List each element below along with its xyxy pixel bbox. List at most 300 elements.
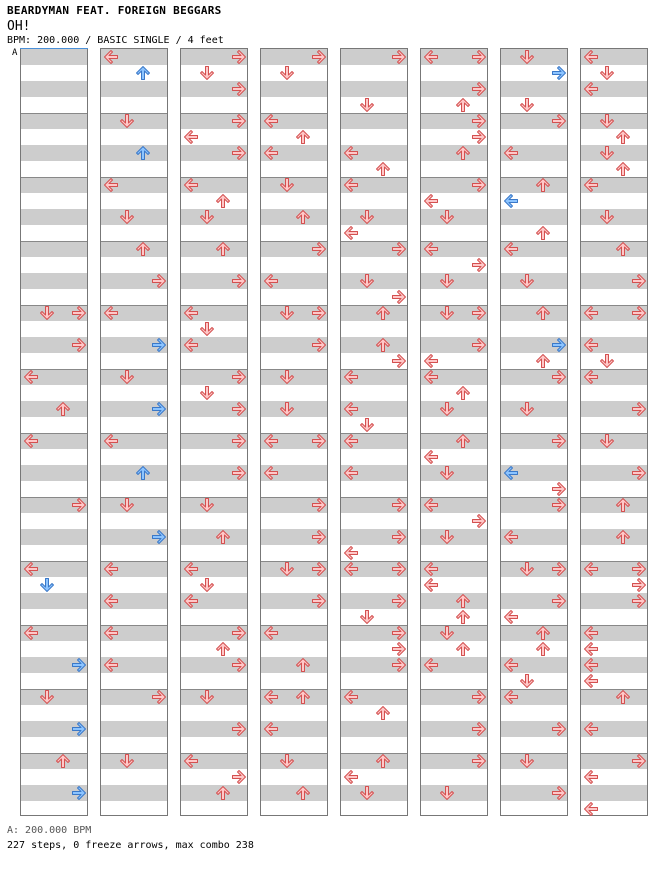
- song-title: OH!: [7, 19, 31, 34]
- left-arrow-icon: [423, 241, 439, 257]
- beat-stripe: [21, 209, 87, 225]
- left-arrow-icon: [583, 49, 599, 65]
- beat-stripe: [21, 273, 87, 289]
- left-arrow-icon: [343, 465, 359, 481]
- down-arrow-icon: [119, 209, 135, 225]
- up-arrow-icon: [455, 385, 471, 401]
- up-arrow-icon: [535, 177, 551, 193]
- left-arrow-icon: [583, 801, 599, 817]
- down-arrow-icon: [599, 145, 615, 161]
- up-arrow-icon: [135, 65, 151, 81]
- right-arrow-icon: [551, 113, 567, 129]
- left-arrow-icon: [183, 593, 199, 609]
- up-arrow-icon: [375, 305, 391, 321]
- left-arrow-icon: [583, 657, 599, 673]
- beat-stripe: [101, 241, 167, 257]
- right-arrow-icon: [311, 49, 327, 65]
- right-arrow-icon: [231, 657, 247, 673]
- chart-column: [20, 48, 88, 816]
- left-arrow-icon: [23, 561, 39, 577]
- right-arrow-icon: [631, 753, 647, 769]
- down-arrow-icon: [199, 209, 215, 225]
- up-arrow-icon: [455, 609, 471, 625]
- left-arrow-icon: [343, 769, 359, 785]
- left-arrow-icon: [343, 689, 359, 705]
- up-arrow-icon: [295, 689, 311, 705]
- left-arrow-icon: [343, 177, 359, 193]
- down-arrow-icon: [439, 529, 455, 545]
- down-arrow-icon: [439, 465, 455, 481]
- right-arrow-icon: [71, 721, 87, 737]
- bpm-marker-line: [20, 48, 88, 49]
- right-arrow-icon: [631, 273, 647, 289]
- beat-stripe: [181, 529, 247, 545]
- down-arrow-icon: [439, 401, 455, 417]
- left-arrow-icon: [263, 113, 279, 129]
- down-arrow-icon: [39, 305, 55, 321]
- down-arrow-icon: [279, 561, 295, 577]
- down-arrow-icon: [279, 401, 295, 417]
- beat-stripe: [581, 689, 647, 705]
- chart-column: [580, 48, 648, 816]
- up-arrow-icon: [295, 209, 311, 225]
- up-arrow-icon: [375, 337, 391, 353]
- left-arrow-icon: [343, 433, 359, 449]
- down-arrow-icon: [519, 273, 535, 289]
- left-arrow-icon: [103, 625, 119, 641]
- up-arrow-icon: [215, 241, 231, 257]
- up-arrow-icon: [375, 753, 391, 769]
- right-arrow-icon: [391, 49, 407, 65]
- left-arrow-icon: [423, 449, 439, 465]
- measure-line: [421, 433, 487, 434]
- down-arrow-icon: [519, 401, 535, 417]
- beat-stripe: [101, 81, 167, 97]
- left-arrow-icon: [423, 49, 439, 65]
- down-arrow-icon: [199, 577, 215, 593]
- left-arrow-icon: [503, 241, 519, 257]
- up-arrow-icon: [455, 593, 471, 609]
- beat-stripe: [341, 721, 407, 737]
- right-arrow-icon: [231, 369, 247, 385]
- measure-line: [501, 625, 567, 626]
- right-arrow-icon: [231, 401, 247, 417]
- down-arrow-icon: [439, 625, 455, 641]
- left-arrow-icon: [183, 177, 199, 193]
- down-arrow-icon: [599, 433, 615, 449]
- left-arrow-icon: [103, 305, 119, 321]
- up-arrow-icon: [375, 161, 391, 177]
- up-arrow-icon: [55, 753, 71, 769]
- chart-info: BPM: 200.000 / BASIC SINGLE / 4 feet: [7, 35, 224, 46]
- left-arrow-icon: [503, 193, 519, 209]
- right-arrow-icon: [151, 273, 167, 289]
- beat-stripe: [261, 657, 327, 673]
- right-arrow-icon: [151, 529, 167, 545]
- up-arrow-icon: [215, 641, 231, 657]
- left-arrow-icon: [23, 625, 39, 641]
- left-arrow-icon: [503, 689, 519, 705]
- down-arrow-icon: [199, 321, 215, 337]
- bpm-summary: A: 200.000 BPM: [7, 825, 92, 836]
- left-arrow-icon: [583, 769, 599, 785]
- measure-line: [341, 305, 407, 306]
- right-arrow-icon: [311, 593, 327, 609]
- right-arrow-icon: [231, 145, 247, 161]
- down-arrow-icon: [279, 65, 295, 81]
- left-arrow-icon: [103, 657, 119, 673]
- steps-summary: 227 steps, 0 freeze arrows, max combo 238: [7, 840, 254, 851]
- right-arrow-icon: [391, 241, 407, 257]
- right-arrow-icon: [391, 497, 407, 513]
- right-arrow-icon: [231, 49, 247, 65]
- bpm-marker-label: A: [12, 48, 18, 58]
- right-arrow-icon: [71, 497, 87, 513]
- down-arrow-icon: [439, 305, 455, 321]
- right-arrow-icon: [391, 289, 407, 305]
- left-arrow-icon: [183, 129, 199, 145]
- right-arrow-icon: [71, 785, 87, 801]
- right-arrow-icon: [631, 561, 647, 577]
- right-arrow-icon: [551, 65, 567, 81]
- down-arrow-icon: [39, 689, 55, 705]
- right-arrow-icon: [231, 465, 247, 481]
- up-arrow-icon: [295, 129, 311, 145]
- beat-stripe: [181, 785, 247, 801]
- up-arrow-icon: [135, 145, 151, 161]
- down-arrow-icon: [119, 753, 135, 769]
- beat-stripe: [181, 241, 247, 257]
- right-arrow-icon: [471, 257, 487, 273]
- right-arrow-icon: [631, 465, 647, 481]
- left-arrow-icon: [343, 545, 359, 561]
- down-arrow-icon: [519, 673, 535, 689]
- up-arrow-icon: [215, 785, 231, 801]
- right-arrow-icon: [471, 49, 487, 65]
- left-arrow-icon: [183, 561, 199, 577]
- beat-stripe: [21, 529, 87, 545]
- down-arrow-icon: [199, 497, 215, 513]
- up-arrow-icon: [535, 225, 551, 241]
- beat-stripe: [501, 177, 567, 193]
- left-arrow-icon: [263, 145, 279, 161]
- right-arrow-icon: [551, 481, 567, 497]
- measure-line: [581, 241, 647, 242]
- down-arrow-icon: [599, 65, 615, 81]
- left-arrow-icon: [423, 369, 439, 385]
- left-arrow-icon: [23, 369, 39, 385]
- up-arrow-icon: [55, 401, 71, 417]
- down-arrow-icon: [599, 209, 615, 225]
- left-arrow-icon: [23, 433, 39, 449]
- beat-stripe: [581, 529, 647, 545]
- left-arrow-icon: [583, 337, 599, 353]
- measure-line: [581, 689, 647, 690]
- right-arrow-icon: [151, 401, 167, 417]
- left-arrow-icon: [423, 577, 439, 593]
- left-arrow-icon: [183, 305, 199, 321]
- beat-stripe: [261, 81, 327, 97]
- left-arrow-icon: [263, 433, 279, 449]
- right-arrow-icon: [551, 785, 567, 801]
- right-arrow-icon: [471, 721, 487, 737]
- right-arrow-icon: [551, 721, 567, 737]
- measure-line: [581, 497, 647, 498]
- chart-column: [260, 48, 328, 816]
- left-arrow-icon: [583, 641, 599, 657]
- chart-column: [340, 48, 408, 816]
- measure-line: [501, 305, 567, 306]
- right-arrow-icon: [471, 337, 487, 353]
- measure-line: [341, 753, 407, 754]
- down-arrow-icon: [119, 369, 135, 385]
- right-arrow-icon: [311, 337, 327, 353]
- measure-line: [21, 241, 87, 242]
- right-arrow-icon: [231, 625, 247, 641]
- left-arrow-icon: [583, 721, 599, 737]
- up-arrow-icon: [535, 353, 551, 369]
- beat-stripe: [21, 145, 87, 161]
- left-arrow-icon: [503, 609, 519, 625]
- down-arrow-icon: [359, 209, 375, 225]
- left-arrow-icon: [103, 177, 119, 193]
- left-arrow-icon: [583, 81, 599, 97]
- right-arrow-icon: [631, 305, 647, 321]
- beat-stripe: [261, 785, 327, 801]
- right-arrow-icon: [71, 657, 87, 673]
- left-arrow-icon: [343, 145, 359, 161]
- beat-stripe: [421, 593, 487, 609]
- down-arrow-icon: [599, 353, 615, 369]
- right-arrow-icon: [311, 497, 327, 513]
- down-arrow-icon: [439, 785, 455, 801]
- left-arrow-icon: [583, 561, 599, 577]
- beat-stripe: [421, 145, 487, 161]
- up-arrow-icon: [615, 689, 631, 705]
- beat-stripe: [581, 497, 647, 513]
- right-arrow-icon: [391, 561, 407, 577]
- left-arrow-icon: [583, 369, 599, 385]
- right-arrow-icon: [231, 273, 247, 289]
- beat-stripe: [101, 721, 167, 737]
- down-arrow-icon: [519, 49, 535, 65]
- song-artist: BEARDYMAN FEAT. FOREIGN BEGGARS: [7, 4, 222, 17]
- beat-stripe: [341, 337, 407, 353]
- up-arrow-icon: [615, 529, 631, 545]
- left-arrow-icon: [343, 369, 359, 385]
- left-arrow-icon: [263, 273, 279, 289]
- measure-line: [21, 753, 87, 754]
- left-arrow-icon: [503, 465, 519, 481]
- down-arrow-icon: [359, 97, 375, 113]
- right-arrow-icon: [231, 113, 247, 129]
- up-arrow-icon: [615, 161, 631, 177]
- right-arrow-icon: [471, 81, 487, 97]
- down-arrow-icon: [439, 273, 455, 289]
- beat-stripe: [261, 209, 327, 225]
- right-arrow-icon: [311, 241, 327, 257]
- up-arrow-icon: [535, 641, 551, 657]
- beat-stripe: [341, 305, 407, 321]
- left-arrow-icon: [423, 657, 439, 673]
- left-arrow-icon: [263, 721, 279, 737]
- left-arrow-icon: [503, 145, 519, 161]
- beat-stripe: [341, 113, 407, 129]
- up-arrow-icon: [455, 641, 471, 657]
- left-arrow-icon: [583, 305, 599, 321]
- right-arrow-icon: [151, 689, 167, 705]
- down-arrow-icon: [199, 689, 215, 705]
- beat-stripe: [101, 465, 167, 481]
- right-arrow-icon: [311, 433, 327, 449]
- right-arrow-icon: [551, 561, 567, 577]
- up-arrow-icon: [135, 241, 151, 257]
- measure-line: [21, 113, 87, 114]
- right-arrow-icon: [231, 721, 247, 737]
- beat-stripe: [21, 753, 87, 769]
- right-arrow-icon: [471, 129, 487, 145]
- beat-stripe: [101, 145, 167, 161]
- right-arrow-icon: [391, 529, 407, 545]
- measure-line: [501, 177, 567, 178]
- right-arrow-icon: [471, 753, 487, 769]
- beat-stripe: [421, 433, 487, 449]
- measure-line: [181, 241, 247, 242]
- chart-column: [420, 48, 488, 816]
- left-arrow-icon: [263, 625, 279, 641]
- right-arrow-icon: [71, 305, 87, 321]
- up-arrow-icon: [535, 305, 551, 321]
- left-arrow-icon: [423, 561, 439, 577]
- measure-line: [21, 177, 87, 178]
- right-arrow-icon: [391, 641, 407, 657]
- up-arrow-icon: [455, 145, 471, 161]
- right-arrow-icon: [551, 593, 567, 609]
- right-arrow-icon: [551, 337, 567, 353]
- up-arrow-icon: [615, 241, 631, 257]
- left-arrow-icon: [103, 593, 119, 609]
- left-arrow-icon: [503, 529, 519, 545]
- left-arrow-icon: [183, 753, 199, 769]
- up-arrow-icon: [215, 193, 231, 209]
- down-arrow-icon: [519, 753, 535, 769]
- chart-column: [100, 48, 168, 816]
- beat-stripe: [21, 113, 87, 129]
- right-arrow-icon: [551, 369, 567, 385]
- up-arrow-icon: [535, 625, 551, 641]
- right-arrow-icon: [391, 593, 407, 609]
- beat-stripe: [21, 593, 87, 609]
- left-arrow-icon: [103, 433, 119, 449]
- left-arrow-icon: [103, 49, 119, 65]
- left-arrow-icon: [423, 353, 439, 369]
- right-arrow-icon: [391, 625, 407, 641]
- left-arrow-icon: [583, 177, 599, 193]
- left-arrow-icon: [183, 337, 199, 353]
- left-arrow-icon: [423, 193, 439, 209]
- beat-stripe: [21, 241, 87, 257]
- down-arrow-icon: [359, 273, 375, 289]
- right-arrow-icon: [391, 353, 407, 369]
- left-arrow-icon: [583, 625, 599, 641]
- left-arrow-icon: [263, 689, 279, 705]
- down-arrow-icon: [279, 753, 295, 769]
- down-arrow-icon: [439, 209, 455, 225]
- beat-stripe: [21, 81, 87, 97]
- right-arrow-icon: [311, 561, 327, 577]
- down-arrow-icon: [359, 417, 375, 433]
- up-arrow-icon: [135, 465, 151, 481]
- right-arrow-icon: [551, 433, 567, 449]
- right-arrow-icon: [471, 177, 487, 193]
- down-arrow-icon: [119, 113, 135, 129]
- beat-stripe: [21, 177, 87, 193]
- left-arrow-icon: [103, 561, 119, 577]
- right-arrow-icon: [631, 577, 647, 593]
- up-arrow-icon: [615, 129, 631, 145]
- up-arrow-icon: [455, 97, 471, 113]
- down-arrow-icon: [599, 113, 615, 129]
- measure-line: [341, 113, 407, 114]
- beat-stripe: [581, 785, 647, 801]
- down-arrow-icon: [39, 577, 55, 593]
- down-arrow-icon: [199, 65, 215, 81]
- left-arrow-icon: [263, 465, 279, 481]
- right-arrow-icon: [311, 305, 327, 321]
- beat-stripe: [501, 209, 567, 225]
- beat-stripe: [581, 241, 647, 257]
- right-arrow-icon: [471, 305, 487, 321]
- right-arrow-icon: [71, 337, 87, 353]
- beat-stripe: [21, 465, 87, 481]
- down-arrow-icon: [119, 497, 135, 513]
- down-arrow-icon: [519, 561, 535, 577]
- beat-stripe: [21, 49, 87, 65]
- beat-stripe: [501, 625, 567, 641]
- right-arrow-icon: [311, 529, 327, 545]
- down-arrow-icon: [359, 609, 375, 625]
- down-arrow-icon: [519, 97, 535, 113]
- left-arrow-icon: [343, 401, 359, 417]
- chart-column: [500, 48, 568, 816]
- up-arrow-icon: [615, 497, 631, 513]
- left-arrow-icon: [343, 561, 359, 577]
- up-arrow-icon: [375, 705, 391, 721]
- beat-stripe: [341, 753, 407, 769]
- beat-stripe: [501, 305, 567, 321]
- down-arrow-icon: [199, 385, 215, 401]
- left-arrow-icon: [343, 225, 359, 241]
- beat-stripe: [21, 401, 87, 417]
- down-arrow-icon: [359, 785, 375, 801]
- up-arrow-icon: [295, 657, 311, 673]
- down-arrow-icon: [279, 177, 295, 193]
- up-arrow-icon: [295, 785, 311, 801]
- right-arrow-icon: [231, 433, 247, 449]
- right-arrow-icon: [631, 401, 647, 417]
- right-arrow-icon: [471, 113, 487, 129]
- chart-column: [180, 48, 248, 816]
- right-arrow-icon: [471, 513, 487, 529]
- up-arrow-icon: [215, 529, 231, 545]
- left-arrow-icon: [503, 657, 519, 673]
- down-arrow-icon: [279, 305, 295, 321]
- beat-stripe: [501, 81, 567, 97]
- right-arrow-icon: [151, 337, 167, 353]
- left-arrow-icon: [583, 673, 599, 689]
- right-arrow-icon: [551, 497, 567, 513]
- left-arrow-icon: [423, 497, 439, 513]
